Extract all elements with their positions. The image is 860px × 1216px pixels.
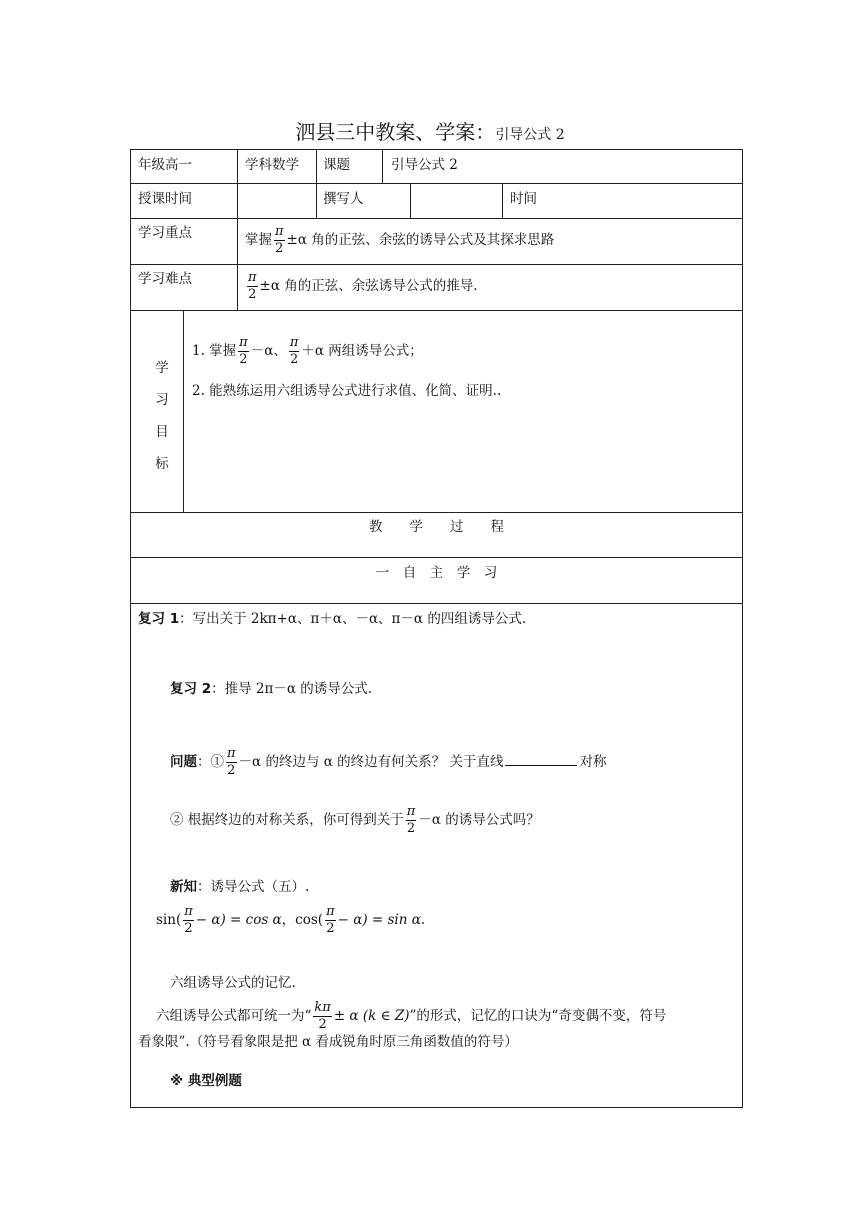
title-main: 泗县三中教案、学案： [295, 120, 496, 144]
formula-end: . [420, 912, 426, 928]
focus-pre: 掌握 [245, 232, 272, 248]
question-1 [170, 746, 606, 779]
fraction-denominator: 2 [248, 287, 257, 302]
pi-over-2-fraction [247, 270, 258, 303]
topic-label: 课题 [323, 157, 350, 173]
goals-label-char: 标 [155, 456, 169, 472]
goals-label-char: 目 [155, 424, 169, 440]
pi-over-2-fraction [226, 746, 237, 779]
answer-blank[interactable] [505, 753, 577, 766]
col-divider [316, 149, 317, 184]
goal1-mid: －α、 [250, 343, 287, 359]
fraction-denominator: 2 [326, 921, 335, 936]
fraction-denominator: 2 [227, 763, 236, 778]
fraction-numerator: π [275, 224, 284, 239]
new-knowledge [170, 878, 309, 896]
difficulty-post: ±α 角的正弦、余弦诱导公式的推导. [259, 278, 478, 294]
grade-cell: 年级高一 [138, 157, 192, 173]
fraction-numerator: π [289, 335, 299, 350]
table-border-left [130, 149, 131, 1108]
question-label: 问题 [170, 754, 197, 770]
goals-label-char: 习 [155, 392, 169, 408]
fraction-numerator: π [227, 746, 236, 761]
q2-pre: ② 根据终边的对称关系，你可得到关于 [170, 812, 404, 828]
time-label: 授课时间 [138, 191, 192, 207]
review1-text: ：写出关于 2kπ+α、π＋α、－α、π－α 的四组诱导公式. [179, 611, 527, 627]
col-divider [502, 183, 503, 219]
goal1-post: ＋α 两组诱导公式； [301, 343, 423, 359]
fraction-numerator: π [248, 270, 257, 285]
memory-post: ”的形式，记忆的口诀为“奇变偶不变，符号 [409, 1008, 667, 1024]
memory-pre: 六组诱导公式都可统一为“ [156, 1008, 312, 1024]
formula1-pre: sin( [156, 912, 182, 928]
fraction-denominator: 2 [184, 921, 193, 936]
row-divider [130, 603, 743, 604]
fraction-numerator: π [406, 804, 416, 819]
fraction-denominator: 2 [239, 352, 248, 367]
pi-over-2-fraction [183, 904, 194, 937]
pi-over-2-fraction [289, 335, 300, 368]
goal-item-1 [192, 335, 423, 368]
fraction-denominator: 2 [406, 821, 416, 836]
row-divider [130, 218, 743, 219]
goals-label-char: 学 [155, 360, 169, 376]
question-post: 对称 [579, 754, 607, 770]
goal1-pre: 1. 掌握 [192, 343, 237, 359]
examples-heading-text: ※ 典型例题 [170, 1073, 242, 1089]
table-border-right [742, 149, 743, 1108]
k-pi-over-2-fraction [313, 1000, 331, 1033]
question-pre: ：① [197, 754, 224, 770]
newknow-text: ：诱导公式（五）. [197, 879, 310, 895]
table-border-top [130, 149, 743, 150]
difficulty-content [245, 270, 478, 303]
memory-line-2: 看象限”.（符号看象限是把 α 看成锐角时原三角函数值的符号） [138, 1034, 518, 1050]
memory-title: 六组诱导公式的记忆. [170, 975, 296, 991]
formula-line [156, 904, 425, 937]
question-mid: －α 的终边与 α 的终边有何关系？ 关于直线 [238, 754, 504, 770]
col-divider [410, 183, 411, 219]
focus-label: 学习重点 [138, 225, 192, 241]
table-border-bottom [130, 1107, 743, 1108]
col-divider [237, 218, 238, 311]
review2-text: ：推导 2π－α 的诱导公式. [211, 681, 373, 697]
pi-over-2-fraction [406, 804, 417, 837]
row-divider [130, 264, 743, 265]
topic-value: 引导公式 2 [391, 157, 458, 173]
review1-label: 复习 1 [138, 611, 180, 627]
review-2 [170, 680, 372, 698]
col-divider [316, 183, 317, 219]
col-divider [237, 149, 238, 184]
newknow-label: 新知 [170, 879, 197, 895]
page-title [0, 116, 860, 145]
title-sub: 引导公式 2 [495, 127, 565, 143]
col-divider [382, 149, 383, 184]
process-heading: 教 学 过 程 [369, 519, 504, 535]
memory-line-1 [156, 1000, 666, 1033]
goal-item-2: 2. 能熟练运用六组诱导公式进行求值、化简、证明.. [192, 383, 502, 399]
goals-label [148, 356, 176, 484]
fraction-denominator: 2 [318, 1017, 327, 1032]
pi-over-2-fraction [238, 335, 249, 368]
col-divider [183, 310, 184, 513]
author-label: 撰写人 [323, 191, 364, 207]
subject-cell: 学科数学 [245, 157, 299, 173]
pi-over-2-fraction [325, 904, 336, 937]
fraction-numerator: π [326, 904, 335, 919]
fraction-numerator: π [184, 904, 193, 919]
row-divider [130, 512, 743, 513]
fraction-numerator: π [239, 335, 248, 350]
review-1 [138, 610, 526, 628]
col-divider [237, 183, 238, 219]
row-divider [130, 310, 743, 311]
pi-over-2-fraction [274, 224, 285, 257]
row-divider [130, 183, 743, 184]
formula1-post: − α) = cos α [195, 912, 282, 928]
q2-post: －α 的诱导公式吗？ [418, 812, 540, 828]
fraction-denominator: 2 [275, 241, 284, 256]
question-2 [170, 804, 540, 837]
fraction-numerator: kπ [314, 1000, 331, 1015]
examples-heading [170, 1072, 242, 1090]
fraction-denominator: 2 [289, 352, 299, 367]
date-label: 时间 [510, 191, 537, 207]
formula-sep: ， [281, 912, 296, 928]
row-divider [130, 557, 743, 558]
focus-post: ±α 角的正弦、余弦的诱导公式及其探求思路 [286, 232, 555, 248]
formula2-pre: cos( [295, 912, 324, 928]
memory-mid: ± α (k ∈ Z) [333, 1008, 410, 1024]
focus-content [245, 224, 554, 257]
formula2-post: − α) = sin α [337, 912, 421, 928]
self-study-heading: 一 自 主 学 习 [375, 565, 498, 581]
difficulty-label: 学习难点 [138, 271, 192, 287]
review2-label: 复习 2 [170, 681, 212, 697]
